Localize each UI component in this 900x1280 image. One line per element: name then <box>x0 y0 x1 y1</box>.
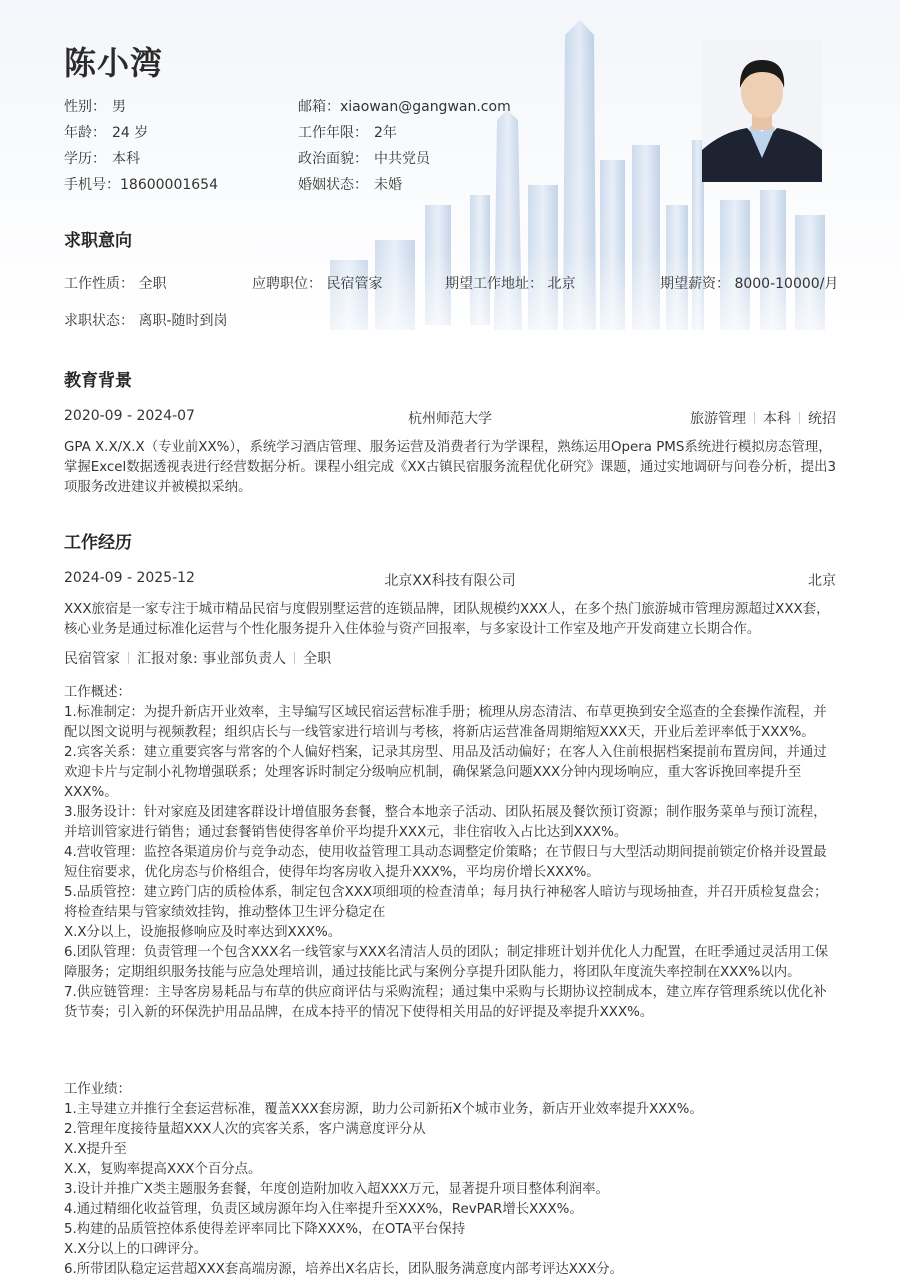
work-overview-item: 2.宾客关系：建立重要宾客与常客的个人偏好档案，记录其房型、用品及活动偏好；在客人入住前根据档案提前布置房间，并通过欢迎卡片与定制小礼物增强联系；处理客诉时制定分级响应机制，确保紧急问题XXX分钟内现场响应，重大客诉挽回率提升至XXX%。 <box>64 745 827 800</box>
info-gender: 性别： 男 <box>64 99 126 115</box>
work-overview-item: 6.团队管理：负责管理一个包含XXX名一线管家与XXX名清洁人员的团队；制定排班计划并优化人力配置，在旺季通过灵活用工保障服务；定期组织服务技能与应急处理培训，通过技能比武与案例分享提升团队能力，将团队年度流失率控制在XXX%以内。 <box>64 945 829 980</box>
work-achievement-item: X.X提升至 <box>64 1142 127 1157</box>
work-achievements-title: 工作业绩： <box>64 1082 131 1097</box>
info-political-status: 政治面貌： 中共党员 <box>298 151 430 167</box>
info-phone: 手机号：18600001654 <box>64 177 218 193</box>
info-email: 邮箱：xiaowan@gangwan.com <box>298 99 511 115</box>
work-company-intro: XXX旅宿是一家专注于城市精品民宿与度假别墅运营的连锁品牌，团队规模约XXX人，在多个热门旅游城市管理房源超过XXX套，核心业务是通过标准化运营与个性化服务提升入住体验与资产回报率，与多家设计工作室及地产开发商建立长期合作。 <box>64 602 830 637</box>
work-overview-item: 4.营收管理：监控各渠道房价与竞争动态，使用收益管理工具动态调整定价策略；在节假日与大型活动期间提前锁定价格并设置最短住宿要求，优化房态与价格组合，使得年均客房收入提升XXX%，平均房价增长XXX%。 <box>64 845 827 880</box>
work-achievement-item: 5.构建的品质管控体系使得差评率同比下降XXX%，在OTA平台保持 <box>64 1222 466 1237</box>
education-meta: 旅游管理 本科 统招 <box>690 411 836 427</box>
work-achievement-item: X.X分以上的口碑评分。 <box>64 1242 208 1257</box>
work-achievement-item: X.X，复购率提高XXX个百分点。 <box>64 1162 262 1177</box>
work-overview-title: 工作概述： <box>64 685 131 700</box>
work-company: 北京XX科技有限公司 <box>384 573 516 589</box>
work-overview-item: 7.供应链管理：主导客房易耗品与布草的供应商评估与采购流程；通过集中采购与长期协议控制成本，建立库存管理系统以优化补货节奏；引入新的环保洗护用品品牌，在成本持平的情况下使得相关用品的好评提及率提升XXX%。 <box>64 985 827 1020</box>
work-role-meta: 民宿管家 汇报对象: 事业部负责人 全职 <box>64 651 332 667</box>
intent-salary: 期望薪资： 8000-10000/月 <box>660 276 839 292</box>
education-description: GPA X.X/X.X（专业前XX%），系统学习酒店管理、服务运营及消费者行为学课程，熟练运用Opera PMS系统进行模拟房态管理，掌握Excel数据透视表进行经营数据分析。课程小组完成《XX古镇民宿服务流程优化研究》课题，通过实地调研与问卷分析，提出3项服务改进建议并被模拟采纳。 <box>64 440 837 495</box>
education-school: 杭州师范大学 <box>408 411 492 427</box>
section-title-intent: 求职意向 <box>64 231 132 251</box>
info-marital-status: 婚姻状态： 未婚 <box>298 177 402 193</box>
section-title-work: 工作经历 <box>64 533 132 553</box>
work-city: 北京 <box>808 573 836 589</box>
candidate-name: 陈小湾 <box>64 44 164 82</box>
intent-work-type: 工作性质： 全职 <box>64 276 167 292</box>
profile-photo <box>702 40 822 182</box>
education-date: 2020-09 - 2024-07 <box>64 408 195 424</box>
work-achievements <box>64 1080 839 1280</box>
work-achievement-item: 6.所带团队稳定运营超XXX套高端房源，培养出X名店长，团队服务满意度内部考评达XXX分。 <box>64 1262 624 1277</box>
work-overview-item: X.X分以上，设施报修响应及时率达到XXX%。 <box>64 925 342 940</box>
info-work-years: 工作年限： 2年 <box>298 125 397 141</box>
work-achievement-item: 2.管理年度接待量超XXX人次的宾客关系，客户满意度评分从 <box>64 1122 426 1137</box>
work-date: 2024-09 - 2025-12 <box>64 570 195 586</box>
work-overview-item: 1.标准制定：为提升新店开业效率，主导编写区域民宿运营标准手册；梳理从房态清洁、布草更换到安全巡查的全套操作流程，并配以图文说明与视频教程；组织店长与一线管家进行培训与考核，将新店运营准备周期缩短XXX天，开业后差评率低于XXX%。 <box>64 705 827 740</box>
intent-status: 求职状态： 离职-随时到岗 <box>64 313 228 329</box>
work-achievement-item: 3.设计并推广X类主题服务套餐，年度创造附加收入超XXX万元，显著提升项目整体利润率。 <box>64 1182 609 1197</box>
intent-location: 期望工作地址： 北京 <box>445 276 576 292</box>
work-achievement-item: 4.通过精细化收益管理，负责区域房源年均入住率提升至XXX%，RevPAR增长XXX%。 <box>64 1202 583 1217</box>
work-overview <box>64 683 839 1023</box>
work-overview-item: 3.服务设计：针对家庭及团建客群设计增值服务套餐，整合本地亲子活动、团队拓展及餐饮预订资源；制作服务菜单与预订流程，并培训管家进行销售；通过套餐销售使得客单价平均提升XXX元，非住宿收入占比达到XXX%。 <box>64 805 827 840</box>
info-age: 年龄： 24 岁 <box>64 125 149 141</box>
work-achievement-item: 1.主导建立并推行全套运营标准，覆盖XXX套房源，助力公司新拓X个城市业务，新店开业效率提升XXX%。 <box>64 1102 703 1117</box>
intent-position: 应聘职位： 民宿管家 <box>252 276 383 292</box>
section-title-education: 教育背景 <box>64 371 132 391</box>
work-overview-item: 5.品质管控：建立跨门店的质检体系，制定包含XXX项细项的检查清单；每月执行神秘客人暗访与现场抽查，并召开质检复盘会；将检查结果与管家绩效挂钩，推动整体卫生评分稳定在 <box>64 885 828 920</box>
info-education: 学历： 本科 <box>64 151 140 167</box>
